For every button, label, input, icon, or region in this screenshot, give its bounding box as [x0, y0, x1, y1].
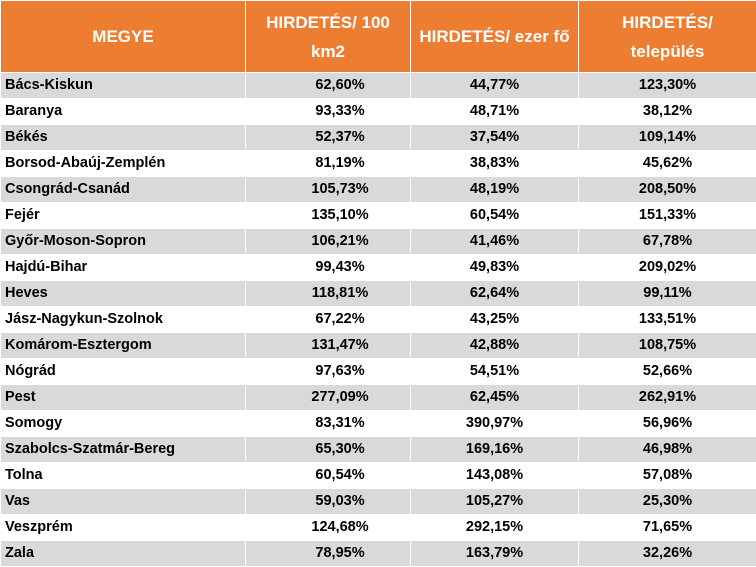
per-ezer-fo-cell: 37,54%: [411, 125, 579, 151]
per-100km2-cell: 78,95%: [246, 541, 411, 567]
county-name-cell: Komárom-Esztergom: [1, 333, 246, 359]
header-per-telepules: HIRDETÉS/ település: [579, 1, 756, 73]
per-telepules-cell: 123,30%: [579, 73, 756, 99]
header-per-100km2: HIRDETÉS/ 100 km2: [246, 1, 411, 73]
per-telepules-cell: 52,66%: [579, 359, 756, 385]
county-name-cell: Vas: [1, 489, 246, 515]
per-ezer-fo-cell: 105,27%: [411, 489, 579, 515]
county-name-cell: Jász-Nagykun-Szolnok: [1, 307, 246, 333]
table-row: [1, 125, 756, 151]
per-ezer-fo-cell: 48,19%: [411, 177, 579, 203]
per-100km2-cell: 106,21%: [246, 229, 411, 255]
table-row: [1, 515, 756, 541]
per-ezer-fo-cell: 44,77%: [411, 73, 579, 99]
per-ezer-fo-cell: 38,83%: [411, 151, 579, 177]
per-telepules-cell: 71,65%: [579, 515, 756, 541]
per-100km2-cell: 65,30%: [246, 437, 411, 463]
county-name-cell: Baranya: [1, 99, 246, 125]
county-name-cell: Győr-Moson-Sopron: [1, 229, 246, 255]
per-100km2-cell: 105,73%: [246, 177, 411, 203]
per-100km2-cell: 277,09%: [246, 385, 411, 411]
county-name-cell: Nógrád: [1, 359, 246, 385]
table-row: [1, 307, 756, 333]
per-ezer-fo-cell: 143,08%: [411, 463, 579, 489]
per-telepules-cell: 209,02%: [579, 255, 756, 281]
table-row: [1, 73, 756, 99]
table-row: [1, 151, 756, 177]
header-row: [1, 1, 756, 73]
table-row: [1, 489, 756, 515]
table-row: [1, 255, 756, 281]
per-100km2-cell: 67,22%: [246, 307, 411, 333]
county-name-cell: Békés: [1, 125, 246, 151]
per-ezer-fo-cell: 163,79%: [411, 541, 579, 567]
table-body: [1, 73, 756, 567]
table-row: [1, 437, 756, 463]
table-row: [1, 385, 756, 411]
county-name-cell: Szabolcs-Szatmár-Bereg: [1, 437, 246, 463]
table-row: [1, 359, 756, 385]
per-telepules-cell: 46,98%: [579, 437, 756, 463]
per-telepules-cell: 32,26%: [579, 541, 756, 567]
per-100km2-cell: 97,63%: [246, 359, 411, 385]
county-name-cell: Zala: [1, 541, 246, 567]
per-telepules-cell: 38,12%: [579, 99, 756, 125]
per-100km2-cell: 124,68%: [246, 515, 411, 541]
county-name-cell: Veszprém: [1, 515, 246, 541]
per-100km2-cell: 62,60%: [246, 73, 411, 99]
county-name-cell: Tolna: [1, 463, 246, 489]
county-name-cell: Hajdú-Bihar: [1, 255, 246, 281]
table-row: [1, 463, 756, 489]
table-header: [1, 1, 756, 73]
per-telepules-cell: 108,75%: [579, 333, 756, 359]
per-telepules-cell: 57,08%: [579, 463, 756, 489]
table-row: [1, 203, 756, 229]
per-telepules-cell: 109,14%: [579, 125, 756, 151]
table-row: [1, 281, 756, 307]
per-100km2-cell: 52,37%: [246, 125, 411, 151]
per-ezer-fo-cell: 41,46%: [411, 229, 579, 255]
per-100km2-cell: 60,54%: [246, 463, 411, 489]
county-name-cell: Fejér: [1, 203, 246, 229]
per-ezer-fo-cell: 54,51%: [411, 359, 579, 385]
per-ezer-fo-cell: 292,15%: [411, 515, 579, 541]
county-name-cell: Pest: [1, 385, 246, 411]
per-100km2-cell: 59,03%: [246, 489, 411, 515]
per-ezer-fo-cell: 169,16%: [411, 437, 579, 463]
per-ezer-fo-cell: 43,25%: [411, 307, 579, 333]
per-telepules-cell: 67,78%: [579, 229, 756, 255]
county-name-cell: Borsod-Abaúj-Zemplén: [1, 151, 246, 177]
table-row: [1, 333, 756, 359]
per-ezer-fo-cell: 49,83%: [411, 255, 579, 281]
table-row: [1, 99, 756, 125]
per-ezer-fo-cell: 62,64%: [411, 281, 579, 307]
header-per-ezer-fo: HIRDETÉS/ ezer fő: [411, 1, 579, 73]
table-row: [1, 229, 756, 255]
per-100km2-cell: 135,10%: [246, 203, 411, 229]
per-telepules-cell: 56,96%: [579, 411, 756, 437]
table-row: [1, 411, 756, 437]
per-ezer-fo-cell: 62,45%: [411, 385, 579, 411]
county-name-cell: Heves: [1, 281, 246, 307]
header-megye: MEGYE: [1, 1, 246, 73]
per-100km2-cell: 99,43%: [246, 255, 411, 281]
per-telepules-cell: 133,51%: [579, 307, 756, 333]
per-telepules-cell: 45,62%: [579, 151, 756, 177]
county-name-cell: Bács-Kiskun: [1, 73, 246, 99]
per-ezer-fo-cell: 390,97%: [411, 411, 579, 437]
per-100km2-cell: 131,47%: [246, 333, 411, 359]
county-name-cell: Csongrád-Csanád: [1, 177, 246, 203]
table-row: [1, 541, 756, 567]
per-telepules-cell: 151,33%: [579, 203, 756, 229]
per-ezer-fo-cell: 60,54%: [411, 203, 579, 229]
per-100km2-cell: 83,31%: [246, 411, 411, 437]
county-name-cell: Somogy: [1, 411, 246, 437]
per-100km2-cell: 81,19%: [246, 151, 411, 177]
per-telepules-cell: 208,50%: [579, 177, 756, 203]
per-ezer-fo-cell: 48,71%: [411, 99, 579, 125]
per-100km2-cell: 118,81%: [246, 281, 411, 307]
per-ezer-fo-cell: 42,88%: [411, 333, 579, 359]
table-row: [1, 177, 756, 203]
per-100km2-cell: 93,33%: [246, 99, 411, 125]
per-telepules-cell: 99,11%: [579, 281, 756, 307]
per-telepules-cell: 262,91%: [579, 385, 756, 411]
per-telepules-cell: 25,30%: [579, 489, 756, 515]
